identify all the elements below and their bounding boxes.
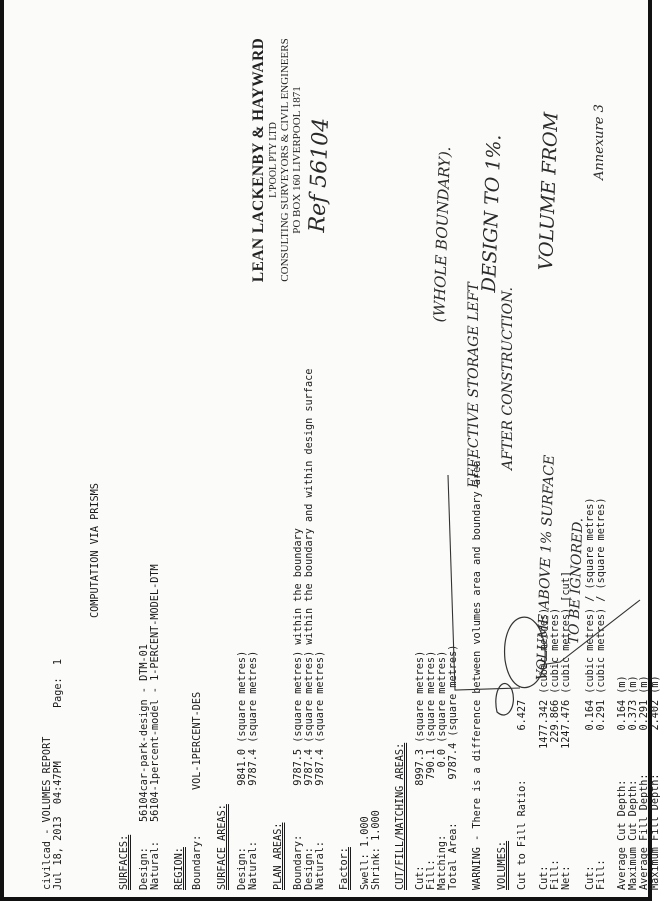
cfm-total-area: Total Area: 9787.4 (square metres)	[448, 644, 459, 890]
surface-areas-heading: SURFACE AREAS:	[217, 804, 228, 890]
company-subtitle: L'POOL PTY LTD	[268, 122, 279, 198]
volume-cut: Cut: 1477.342 (cubic metres)	[539, 607, 550, 890]
maximum-fill-depth: Maximum Fill Depth: 2.402 (m)	[650, 675, 661, 890]
plan-area-boundary: Boundary: 9787.5 (square metres) within the boundary	[293, 528, 304, 890]
cut-per-area: Cut: 0.164 (cubic metres) / (square metres)	[585, 497, 596, 890]
fill-per-area: Fill: 0.291 (cubic metres) / (square metres)	[596, 497, 607, 890]
report-page: Page: 1	[53, 658, 64, 708]
report-date: Jul 18, 2013 04:47PM	[53, 761, 64, 890]
factor-heading: Factor:	[339, 847, 350, 890]
circle-volumes-icon	[505, 617, 546, 687]
maximum-cut-depth: Maximum Cut Depth: 0.373 (m)	[628, 675, 639, 890]
company-description: CONSULTING SURVEYORS & CIVIL ENGINEERS	[279, 38, 291, 282]
cfm-fill: Fill: 790.1 (square metres)	[426, 650, 437, 890]
company-name: LEAN LACKENBY & HAYWARD	[250, 37, 267, 283]
volume-net: Net: 1247.476 (cubic metres) [cut]	[561, 571, 572, 890]
handwritten-note-construction: AFTER CONSTRUCTION.	[500, 287, 516, 470]
handwritten-note-ignored: TO BE IGNORED.	[566, 517, 587, 645]
surfaces-natural-label: Natural:	[150, 840, 161, 890]
cfm-matching: Matching: 0.0 (square metres)	[437, 650, 448, 890]
handwritten-note-design: DESIGN TO 1%.	[478, 134, 506, 293]
company-address: PO BOX 160 LIVERPOOL 1871	[291, 86, 303, 234]
cfm-cut: Cut: 8997.3 (square metres)	[415, 650, 426, 890]
average-fill-depth: Average Fill Depth: 0.291 (m)	[639, 675, 650, 890]
computation-method: COMPUTATION VIA PRISMS	[90, 483, 101, 618]
region-boundary-label: Boundary:	[192, 834, 203, 890]
volume-fill: Fill: 229.866 (cubic metres)	[550, 607, 561, 890]
factor-shrink: Shrink: 1.000	[371, 810, 382, 890]
handwritten-note-storage: EFFECTIVE STORAGE LEFT	[466, 282, 482, 488]
surfaces-design-label: Design:	[139, 847, 150, 890]
handwritten-note-boundary: (WHOLE BOUNDARY).	[430, 146, 455, 323]
volumes-heading: VOLUMES:	[497, 840, 508, 890]
surfaces-natural-value: 56104-1percent-model - 1-PERCENT-MODEL-DTM	[150, 564, 161, 822]
cfm-areas-heading: CUT/FILL/MATCHING AREAS:	[395, 742, 406, 890]
annexure-note: Annexure 3	[592, 104, 607, 180]
pointer-line-storage-icon	[448, 475, 520, 690]
surface-area-natural: Natural: 9787.4 (square metres)	[248, 650, 259, 890]
warning-message: WARNING - There is a difference between volumes area and boundary area.	[472, 454, 483, 890]
plan-area-natural: Natural: 9787.4 (square metres)	[315, 650, 326, 890]
region-boundary-value: VOL-1PERCENT-DES	[192, 691, 203, 790]
plan-area-design: Design: 9787.4 (square metres) within the boundary and within design surface	[304, 368, 315, 890]
average-cut-depth: Average Cut Depth: 0.164 (m)	[617, 675, 628, 890]
factor-swell: Swell: 1.000	[360, 816, 371, 890]
surface-area-design: Design: 9841.0 (square metres)	[237, 650, 248, 890]
handwritten-reference: Ref 56104	[305, 117, 334, 233]
region-heading: REGION:	[174, 847, 185, 890]
report-title: civilcad - VOLUMES REPORT	[42, 736, 53, 890]
pointer-line-ignored-icon	[540, 600, 640, 665]
surfaces-design-value: 56104car-park-design - DTM-01	[139, 644, 150, 822]
surfaces-heading: SURFACES:	[119, 834, 130, 890]
plan-areas-heading: PLAN AREAS:	[273, 822, 284, 890]
cut-fill-ratio: Cut to Fill Ratio: 6.427	[517, 699, 528, 890]
handwritten-note-volume-above: VOLUME ABOVE 1% SURFACE	[534, 454, 558, 681]
handwritten-note-volume: VOLUME FROM	[535, 111, 563, 271]
